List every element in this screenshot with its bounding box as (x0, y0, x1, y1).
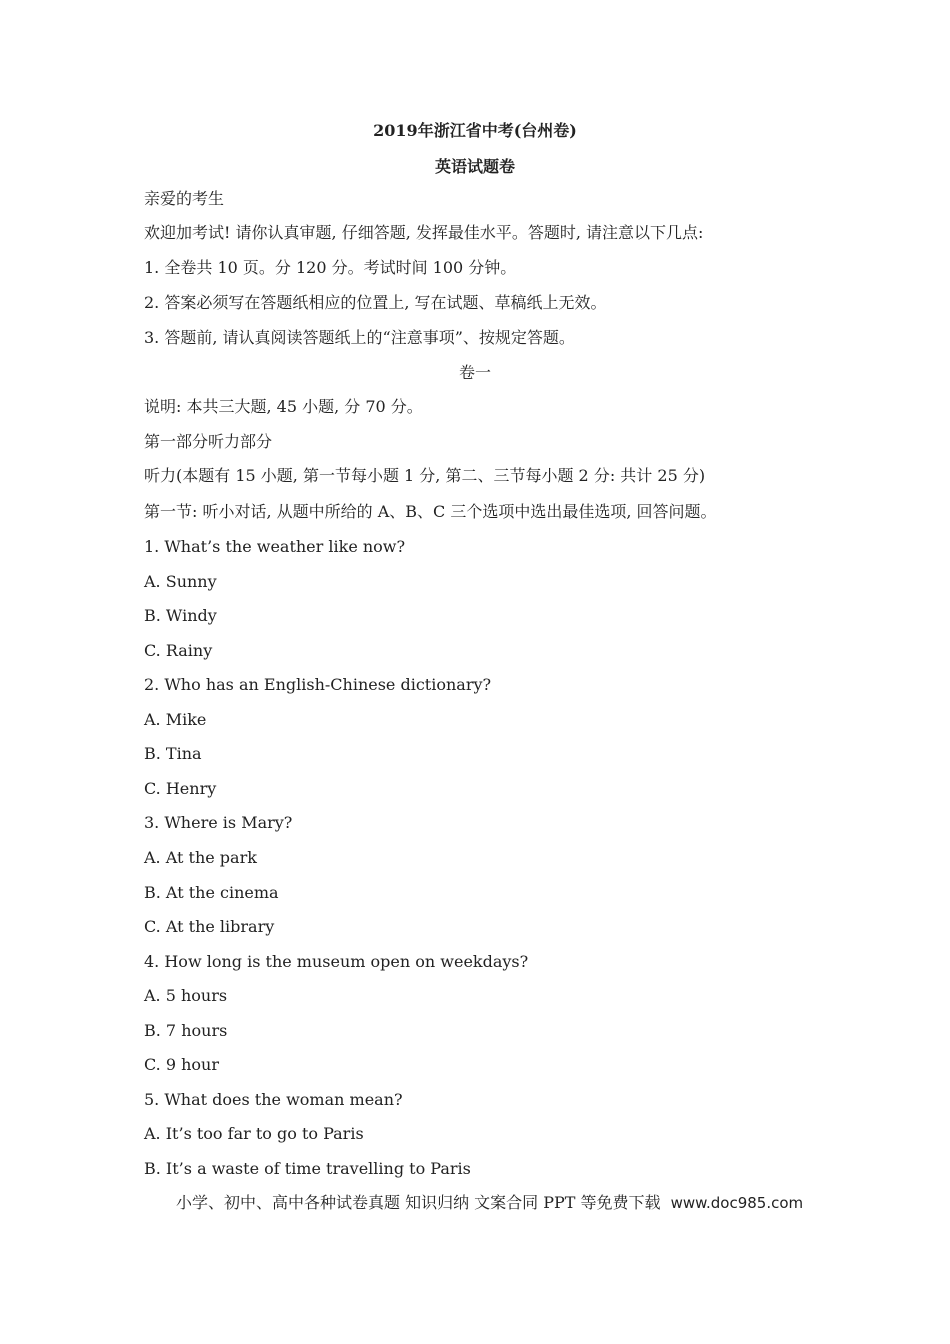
footer-link[interactable]: www.doc985.com (670, 1194, 804, 1212)
section-name: 卷一 (458, 363, 491, 382)
rule-1: 1. 全卷共 10 页。分 120 分。考试时间 100 分钟。 (144, 258, 517, 277)
option-3a: A. At the park (144, 848, 257, 867)
option-2a: A. Mike (144, 710, 207, 729)
option-4c: C. 9 hour (144, 1055, 219, 1074)
section-instruction: 第一节: 听小对话, 从题中所给的 A、B、C 三个选项中选出最佳选项, 回答问题。 (144, 502, 717, 521)
option-5b: B. It’s a waste of time travelling to Paris (144, 1159, 471, 1178)
question-4: 4. How long is the museum open on weekdays? (144, 952, 529, 971)
option-1c: C. Rainy (144, 641, 213, 660)
option-5a: A. It’s too far to go to Paris (144, 1124, 364, 1143)
option-2c: C. Henry (144, 779, 217, 798)
greeting: 亲爱的考生 (144, 189, 225, 208)
rule-2: 2. 答案必须写在答题纸相应的位置上, 写在试题、草稿纸上无效。 (144, 293, 607, 312)
listening-heading: 听力(本题有 15 小题, 第一节每小题 1 分, 第二、三节每小题 2 分: 共计 25 分) (144, 466, 706, 485)
question-3: 3. Where is Mary? (144, 813, 293, 832)
option-3c: C. At the library (144, 917, 275, 936)
option-2b: B. Tina (144, 744, 202, 763)
section-note: 说明: 本共三大题, 45 小题, 分 70 分。 (144, 397, 423, 416)
question-1: 1. What’s the weather like now? (144, 537, 406, 556)
question-2: 2. Who has an English-Chinese dictionary? (144, 675, 492, 694)
footer-text: 小学、初中、高中各种试卷真题 知识归纳 文案合同 PPT 等免费下载 (176, 1193, 661, 1212)
rule-3: 3. 答题前, 请认真阅读答题纸上的“注意事项”、按规定答题。 (144, 328, 575, 347)
option-4a: A. 5 hours (144, 986, 228, 1005)
exam-subtitle: 英语试题卷 (434, 157, 515, 176)
question-5: 5. What does the woman mean? (144, 1090, 403, 1109)
welcome-text: 欢迎加考试! 请你认真审题, 仔细答题, 发挥最佳水平。答题时, 请注意以下几点: (144, 223, 704, 242)
footer (176, 1190, 803, 1213)
option-4b: B. 7 hours (144, 1021, 228, 1040)
option-1a: A. Sunny (144, 572, 217, 591)
part-heading: 第一部分听力部分 (144, 432, 273, 451)
exam-title: 2019年浙江省中考(台州卷) (373, 121, 577, 140)
option-3b: B. At the cinema (144, 883, 279, 902)
option-1b: B. Windy (144, 606, 217, 625)
